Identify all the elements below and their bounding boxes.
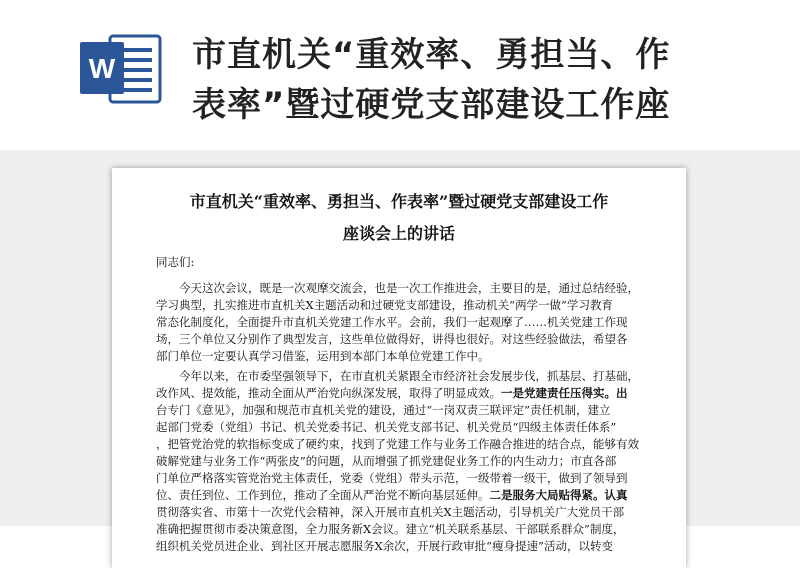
- paragraph-line: 组织机关党员进企业、到社区开展志愿服务X余次，开展行政审批“瘦身提速”活动，以转变: [156, 539, 613, 553]
- greeting: 同志们:: [156, 255, 195, 269]
- paragraph-line: 门单位严格落实管党治党主体责任，党委（党组）带头示范，一级带着一级干，做到了领导到: [156, 471, 628, 485]
- header: [0, 0, 800, 150]
- paragraph-line: 台专门《意见》，加强和规范市直机关党的建设，通过“一岗双责三联评定”责任机制，建立: [156, 403, 611, 417]
- paragraph-line: ，把管党治党的软指标变成了硬约束，找到了党建工作与业务工作融合推进的结合点，能够有效: [156, 437, 639, 451]
- document-title: [112, 186, 686, 250]
- page-title: [192, 30, 752, 130]
- paragraph-2: [156, 368, 646, 555]
- word-icon-letter: W: [88, 53, 116, 84]
- document-title-line2: 座谈会上的讲话: [342, 224, 455, 243]
- paragraph-line: 学习典型，扎实推进市直机关X主题活动和过硬党支部建设，推动机关“两学一做”学习教育: [156, 298, 613, 312]
- page-title-line1: 市直机关“重效率、勇担当、作: [192, 35, 671, 75]
- paragraph-line: 部门单位一定要认真学习借鉴，运用到本部门本单位党建工作中。: [156, 349, 490, 363]
- paragraph-line: 位、责任到位、工作到位，推动了全面从严治党不断向基层延伸。二是服务大局贴得紧。认真: [156, 488, 628, 502]
- word-icon: [76, 30, 170, 106]
- paragraph-1: [156, 280, 646, 365]
- paragraph-line: 场，三个单位又分别作了典型发言，这些单位做得好，讲得也很好。对这些经验做法，希望各: [156, 332, 628, 346]
- paragraph-line: 今年以来，在市委坚强领导下，在市直机关紧跟全市经济社会发展步伐，抓基层、打基础，: [179, 369, 639, 383]
- page-title-line2: 表率”暨过硬党支部建设工作座: [192, 85, 671, 125]
- paragraph-line: 常态化制度化，全面提升市直机关党建工作水平。会前，我们一起观摩了……机关党建工作现: [156, 315, 628, 329]
- document-page: [112, 168, 686, 568]
- paragraph-line: 贯彻落实省、市第十一次党代会精神，深入开展市直机关X主题活动，引导机关广大党员干部: [156, 505, 625, 519]
- paragraph-line: 起部门党委（党组）书记、机关党委书记、机关党支部书记、机关党员“四级主体责任体系”: [156, 420, 617, 434]
- paragraph-line: 今天这次会议，既是一次观摩交流会，也是一次工作推进会，主要目的是，通过总结经验，: [179, 281, 639, 295]
- paragraph-line: 准确把握贯彻市委决策意图，全力服务新X会议。建立“机关联系基层、干部联系群众”制度，: [156, 522, 625, 536]
- paragraph-line: 破解党建与业务工作“两张皮”的问题，从而增强了抓党建促业务工作的内生动力；市直各部: [156, 454, 617, 468]
- paragraph-line: 改作风、提效能，推动全面从严治党向纵深发展，取得了明显成效。一是党建责任压得实。出: [156, 386, 628, 400]
- document-title-line1: 市直机关“重效率、勇担当、作表率”暨过硬党支部建设工作: [189, 192, 609, 211]
